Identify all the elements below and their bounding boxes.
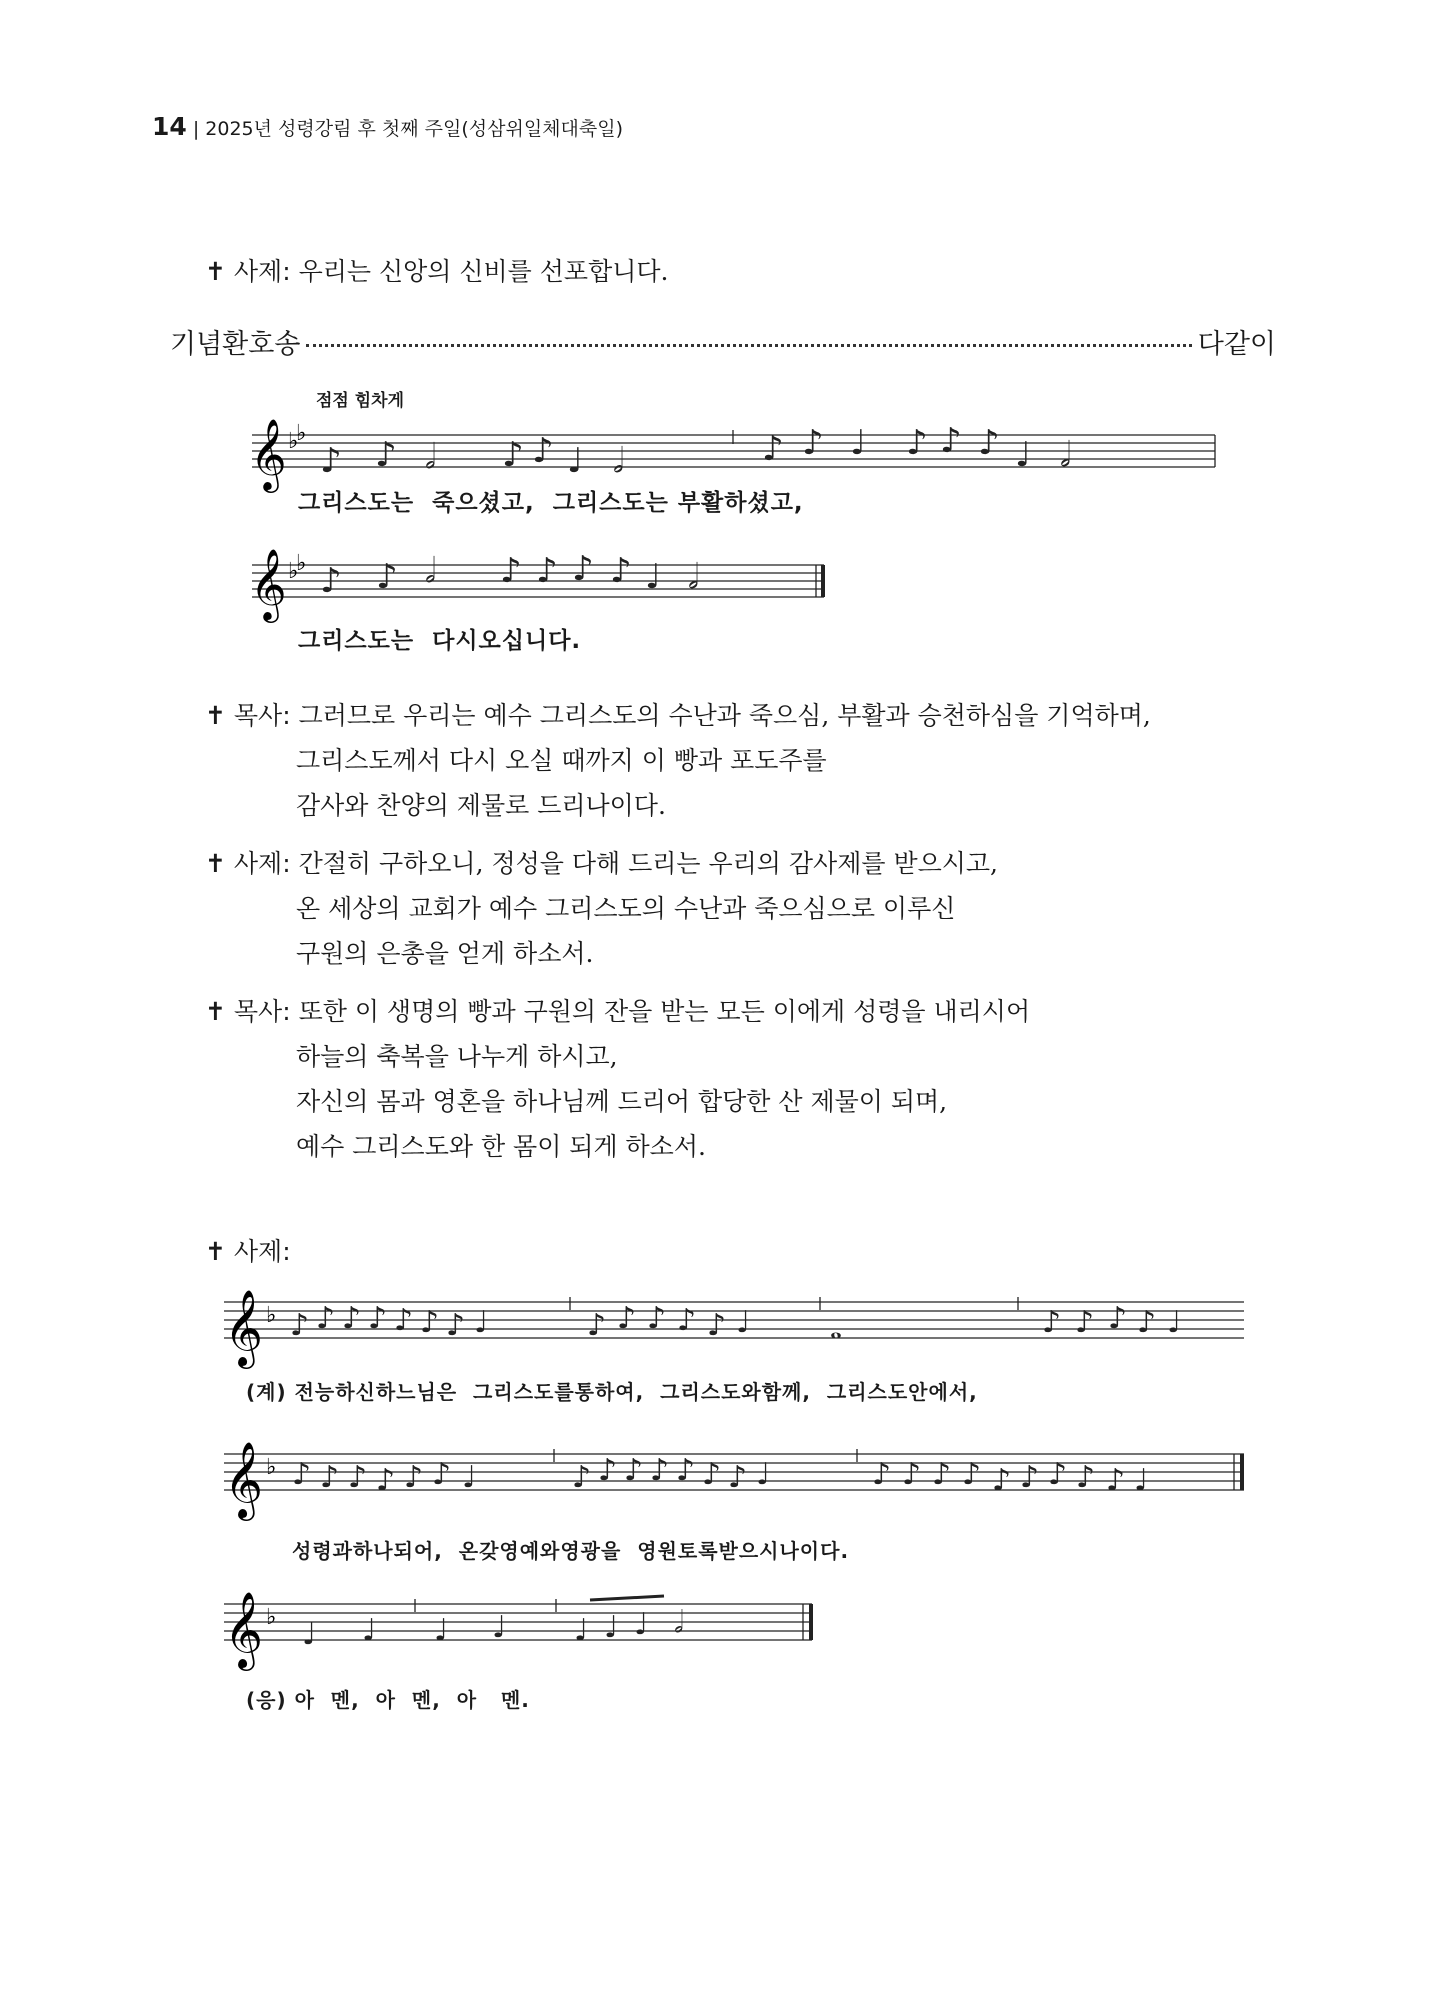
treble-clef-icon: 𝄞 bbox=[250, 547, 287, 620]
text-line: 예수 그리스도와 한 몸이 되게 하소서. bbox=[296, 1132, 706, 1161]
svg-text:𝅗𝅥: 𝅗𝅥 bbox=[688, 557, 699, 597]
svg-text:♩: ♩ bbox=[756, 1457, 771, 1492]
svg-text:♪: ♪ bbox=[940, 421, 962, 461]
svg-text:♪: ♪ bbox=[316, 1301, 336, 1336]
svg-text:♩: ♩ bbox=[736, 1305, 751, 1340]
svg-text:♪: ♪ bbox=[647, 1301, 667, 1336]
svg-text:♩: ♩ bbox=[634, 1607, 649, 1642]
svg-text:♪: ♪ bbox=[376, 557, 398, 597]
svg-text:♪: ♪ bbox=[1108, 1301, 1128, 1336]
svg-text:♩: ♩ bbox=[462, 1460, 477, 1495]
text-line: 그러므로 우리는 예수 그리스도의 수난과 죽으심, 부활과 승천하심을 기억하며, bbox=[298, 701, 1151, 730]
role-label: ✝ 목사: bbox=[205, 997, 291, 1026]
pastor-line-2 bbox=[205, 992, 1030, 1028]
svg-text:♪: ♪ bbox=[617, 1301, 637, 1336]
svg-text:♪: ♪ bbox=[802, 423, 824, 463]
svg-text:♩: ♩ bbox=[1015, 435, 1032, 475]
svg-text:♪: ♪ bbox=[394, 1303, 414, 1338]
role-label: ✝ 사제: bbox=[205, 1237, 291, 1266]
role-label: ✝ 사제: bbox=[205, 849, 291, 878]
svg-text:𝅗𝅥: 𝅗𝅥 bbox=[425, 437, 436, 477]
svg-text:♪: ♪ bbox=[536, 551, 558, 591]
svg-text:♪: ♪ bbox=[677, 1303, 697, 1338]
text-line: 자신의 몸과 영혼을 하나님께 드리어 합당한 산 제물이 되며, bbox=[296, 1087, 948, 1116]
lyrics-line-1: 그리스도는 죽으셨고, 그리스도는 부활하셨고, bbox=[298, 490, 804, 516]
svg-text:♪: ♪ bbox=[1106, 1463, 1126, 1498]
tempo-marking: 점점 힘차게 bbox=[316, 391, 405, 411]
svg-text:♪: ♪ bbox=[978, 423, 1000, 463]
svg-text:♪: ♪ bbox=[320, 1460, 340, 1495]
section-heading bbox=[170, 322, 1276, 361]
svg-text:♪: ♪ bbox=[292, 1457, 312, 1492]
role-label: ✝ 목사: bbox=[205, 701, 291, 730]
section-performer: 다같이 bbox=[1197, 329, 1276, 360]
svg-text:♪: ♪ bbox=[728, 1460, 748, 1495]
svg-text:♪: ♪ bbox=[932, 1457, 952, 1492]
svg-text:♩: ♩ bbox=[1167, 1305, 1182, 1340]
text-line: 감사와 찬양의 제물로 드리나이다. bbox=[296, 791, 666, 820]
svg-text:♪: ♪ bbox=[962, 1457, 982, 1492]
svg-text:♪: ♪ bbox=[610, 551, 632, 591]
svg-text:𝅗𝅥: 𝅗𝅥 bbox=[425, 551, 436, 591]
music-staff-3 bbox=[212, 1280, 1262, 1370]
treble-clef-icon: 𝄞 bbox=[250, 417, 287, 490]
svg-text:♩: ♩ bbox=[574, 1613, 589, 1648]
flat-sign-icon: ♭ bbox=[266, 1303, 277, 1328]
flat-sign-icon: ♭ bbox=[288, 559, 299, 584]
svg-text:♪: ♪ bbox=[320, 561, 342, 601]
treble-clef-icon: 𝄞 bbox=[224, 1591, 264, 1668]
svg-text:♪: ♪ bbox=[420, 1305, 440, 1340]
priest-line-2 bbox=[205, 844, 998, 880]
text-line: 구원의 은총을 얻게 하소서. bbox=[296, 939, 594, 968]
svg-text:♩: ♩ bbox=[434, 1613, 449, 1648]
priest-line-3 bbox=[205, 1232, 291, 1268]
header-title: 2025년 성령강림 후 첫째 주일(성삼위일체대축일) bbox=[205, 118, 624, 140]
svg-text:♪: ♪ bbox=[432, 1457, 452, 1492]
treble-clef-icon: 𝄞 bbox=[224, 1289, 264, 1366]
svg-text:♪: ♪ bbox=[404, 1460, 424, 1495]
svg-text:♪: ♪ bbox=[1048, 1457, 1068, 1492]
text-line: 우리는 신앙의 신비를 선포합니다. bbox=[298, 257, 669, 286]
svg-text:♩: ♩ bbox=[1134, 1463, 1149, 1498]
header-separator: | bbox=[192, 118, 200, 140]
music-staff-2 bbox=[240, 540, 840, 630]
role-label: ✝ 사제: bbox=[205, 257, 291, 286]
svg-text:♪: ♪ bbox=[1020, 1460, 1040, 1495]
text-line: 하늘의 축복을 나누게 하시고, bbox=[296, 1042, 618, 1071]
flat-sign-icon: ♭ bbox=[288, 429, 299, 454]
section-title: 기념환호송 bbox=[170, 329, 301, 360]
svg-text:♪: ♪ bbox=[872, 1457, 892, 1492]
svg-text:♪: ♪ bbox=[598, 1453, 618, 1488]
svg-text:𝅗𝅥: 𝅗𝅥 bbox=[613, 441, 624, 481]
leader-dots bbox=[306, 344, 1191, 347]
svg-text:♪: ♪ bbox=[446, 1308, 466, 1343]
svg-text:♪: ♪ bbox=[375, 435, 397, 475]
svg-text:♪: ♪ bbox=[502, 435, 524, 475]
svg-text:𝅗𝅥: 𝅗𝅥 bbox=[674, 1605, 684, 1640]
svg-text:♪: ♪ bbox=[902, 1457, 922, 1492]
svg-text:♪: ♪ bbox=[587, 1308, 607, 1343]
svg-text:♩: ♩ bbox=[604, 1610, 619, 1645]
flat-sign-icon: ♭ bbox=[296, 421, 307, 446]
pastor-line-1 bbox=[205, 696, 1151, 732]
svg-text:♩: ♩ bbox=[567, 441, 584, 481]
svg-text:♪: ♪ bbox=[572, 1460, 592, 1495]
svg-text:♪: ♪ bbox=[906, 423, 928, 463]
svg-text:♩: ♩ bbox=[645, 557, 662, 597]
svg-text:𝅗𝅥: 𝅗𝅥 bbox=[1060, 435, 1071, 475]
flat-sign-icon: ♭ bbox=[296, 551, 307, 576]
svg-text:𝅝: 𝅝 bbox=[830, 1311, 842, 1346]
svg-text:♪: ♪ bbox=[572, 549, 594, 589]
lyrics-line-5: (응) 아 멘, 아 멘, 아 멘. bbox=[246, 1688, 530, 1712]
svg-text:♪: ♪ bbox=[368, 1301, 388, 1336]
lyrics-line-3: (계) 전능하신하느님은 그리스도를통하여, 그리스도와함께, 그리스도안에서, bbox=[246, 1380, 978, 1404]
page-number: 14 bbox=[152, 112, 187, 141]
music-staff-4 bbox=[212, 1432, 1262, 1522]
svg-text:♪: ♪ bbox=[342, 1301, 362, 1336]
page-header bbox=[152, 112, 623, 141]
svg-text:♪: ♪ bbox=[532, 431, 554, 471]
music-staff-5 bbox=[212, 1582, 832, 1672]
svg-text:♪: ♪ bbox=[762, 429, 784, 469]
svg-text:♪: ♪ bbox=[1076, 1460, 1096, 1495]
text-line: 간절히 구하오니, 정성을 다해 드리는 우리의 감사제를 받으시고, bbox=[298, 849, 999, 878]
svg-text:♪: ♪ bbox=[624, 1453, 644, 1488]
svg-text:♪: ♪ bbox=[500, 551, 522, 591]
svg-text:♪: ♪ bbox=[348, 1460, 368, 1495]
svg-text:♪: ♪ bbox=[650, 1453, 670, 1488]
svg-text:♪: ♪ bbox=[707, 1308, 727, 1343]
priest-line-1 bbox=[205, 252, 668, 288]
svg-text:♩: ♩ bbox=[302, 1617, 317, 1652]
svg-text:♪: ♪ bbox=[1042, 1305, 1062, 1340]
lyrics-line-4: 성령과하나되어, 온갖영예와영광을 영원토록받으시나이다. bbox=[292, 1539, 850, 1563]
text-line: 그리스도께서 다시 오실 때까지 이 빵과 포도주를 bbox=[296, 746, 827, 775]
flat-sign-icon: ♭ bbox=[266, 1455, 277, 1480]
svg-text:♪: ♪ bbox=[702, 1457, 722, 1492]
svg-text:♪: ♪ bbox=[290, 1308, 310, 1343]
flat-sign-icon: ♭ bbox=[266, 1605, 277, 1630]
svg-text:♪: ♪ bbox=[376, 1463, 396, 1498]
svg-text:♩: ♩ bbox=[474, 1305, 489, 1340]
svg-text:♪: ♪ bbox=[320, 441, 342, 481]
lyrics-line-2: 그리스도는 다시오십니다. bbox=[298, 628, 582, 654]
text-line: 또한 이 생명의 빵과 구원의 잔을 받는 모든 이에게 성령을 내리시어 bbox=[298, 997, 1031, 1026]
svg-text:♩: ♩ bbox=[362, 1613, 377, 1648]
svg-text:♪: ♪ bbox=[1075, 1305, 1095, 1340]
svg-text:♪: ♪ bbox=[992, 1463, 1012, 1498]
svg-text:♪: ♪ bbox=[676, 1453, 696, 1488]
treble-clef-icon: 𝄞 bbox=[224, 1441, 264, 1518]
svg-text:♪: ♪ bbox=[1137, 1305, 1157, 1340]
svg-text:♩: ♩ bbox=[492, 1610, 507, 1645]
svg-text:♩: ♩ bbox=[850, 423, 867, 463]
text-line: 온 세상의 교회가 예수 그리스도의 수난과 죽으심으로 이루신 bbox=[296, 894, 956, 923]
